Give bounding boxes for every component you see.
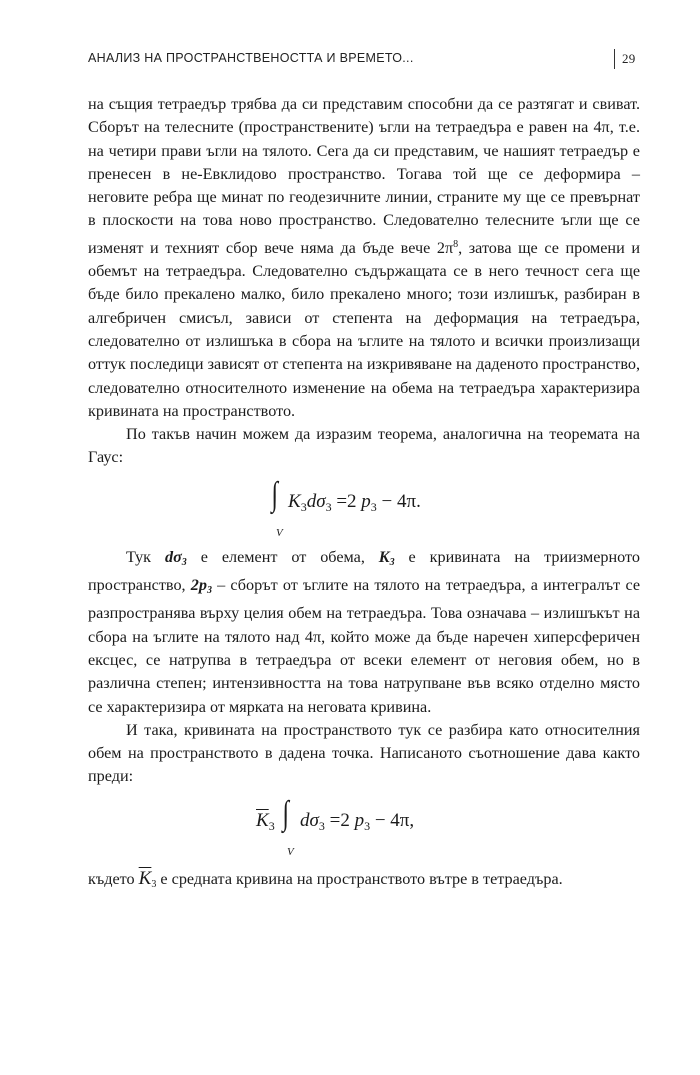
symbol-mean-K3: $\overline{K}3$	[138, 867, 157, 890]
integral-sign: ∫	[282, 794, 289, 832]
formula-2-expression: $d\sigma_3 =2$ $p_3 - 4\pi$,	[300, 809, 415, 833]
header-divider	[614, 49, 615, 69]
paragraph-1-text-a: на същия тетраедър трябва да си представим способни да се разтягат и свиват. Сборът на телесните (пространствените) ъгли на тетраедъра е равен на 4π, т.е. на четири прави ъгли на тялото. Сега да си представим, че нашият тетраедър е пренесен в не-Евклидово пространство. Тогава той ще се деформира – неговите ребра ще минат по геодезичните линии, страните му ще се превърнат в плоскости на това ново пространство. Следователно телесните ъгли ще се изменят и техният сбор вече няма да бъде вече 2π	[88, 95, 640, 257]
formula-2-mean-K: $\overline{K}_3$	[256, 809, 275, 833]
page-number: 29	[622, 51, 636, 66]
formula-1-expression: $K_3d\sigma_3 =2$ $p_3 - 4\pi$.	[288, 490, 421, 514]
integral-limit: V	[287, 845, 294, 858]
paragraph-3: Тук dσ3 е елемент от обема, K3 е кривината на триизмерното пространство, 2p3 – сборът от ъглите на тялото на тетраедъра, а интегралът се разпространява върху целия обем на тетраедъра. Това означава – излишъкът на сбора на ъглите на тялото над 4π, който може да бъде наречен хиперсферичен ексцес, се натрупва в тетраедъра от всеки елемент от неговия обем, но в различна степен; интензивността на това натрупване във всяко отделно място се характеризира от мярката на неговата кривина.	[88, 547, 641, 716]
integral-sign: ∫	[271, 475, 278, 513]
paragraph-1-text-b: , затова ще се промени и обемът на тетраедъра. Следователно съдържащата се в него течност сега ще бъде било прекалено малко, било прекалено много; този излишък, разбиран в алгебричен смисъл, зависи от степента на деформация на тетраедъра, следователно от излишъка в сбора на ъглите на тялото и всички произлизащи оттук последици зависят от степента на изкривяване на даденото пространство, следователно относителното изменение на обема на тетраедъра характеризира кривината на пространството.	[88, 238, 640, 420]
formula-1	[88, 470, 640, 546]
running-header	[88, 49, 640, 73]
footnote-marker: 8	[453, 238, 459, 250]
formula-2	[88, 789, 640, 867]
paragraph-4	[88, 719, 640, 789]
paragraph-5: където $\overline{K}3$ е средната кривина на пространството вътре в тетраедъра.	[88, 867, 563, 890]
symbol-K3: K3	[378, 547, 395, 568]
paragraph-1	[88, 93, 640, 423]
paragraph-2	[88, 423, 640, 470]
running-title: АНАЛИЗ НА ПРОСТРАНСТВЕНОСТТА И ВРЕМЕТО...	[88, 51, 414, 65]
page-body	[88, 93, 640, 896]
symbol-2p3: 2p3	[190, 576, 212, 597]
paragraph-4-text: И така, кривината на пространството тук се разбира като относителния обем на пространството в дадена точка. Написаното съотношение дава както преди:	[88, 720, 640, 786]
symbol-dsigma: dσ3	[164, 547, 187, 568]
integral-limit: V	[276, 526, 283, 539]
paragraph-2-text: По такъв начин можем да изразим теорема, аналогична на теоремата на Гаус:	[88, 425, 640, 467]
